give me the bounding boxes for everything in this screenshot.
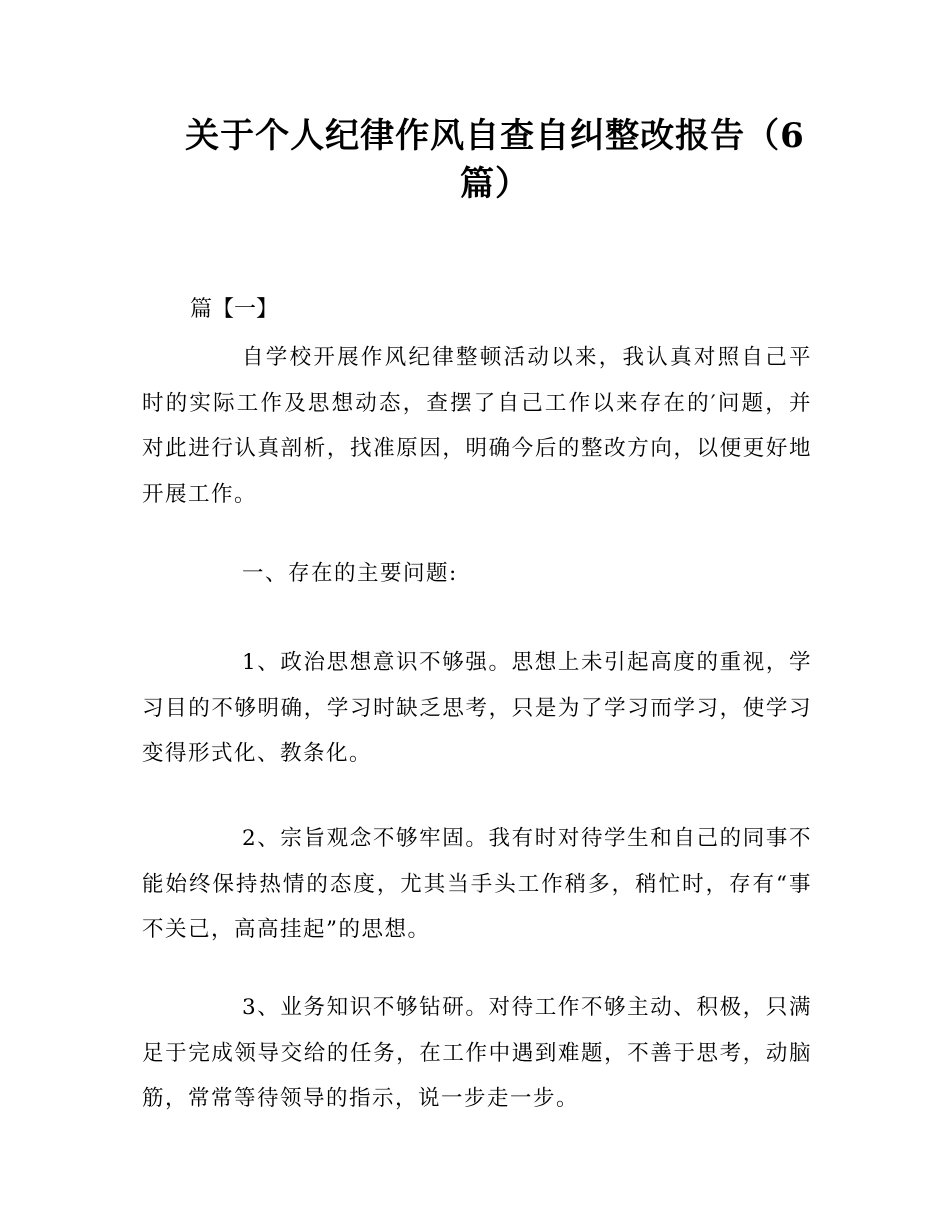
problem-item-1: 1、政治思想意识不够强。思想上未引起高度的重视，学习目的不够明确，学习时缺乏思考，只是为了学习而学习，使学习变得形式化、教条化。 (142, 650, 812, 766)
problem-item-3: 3、业务知识不够钻研。对待工作不够主动、积极，只满足于完成领导交给的任务，在工作中遇到难题，不善于思考，动脑筋，常常等待领导的指示，说一步走一步。 (142, 995, 812, 1111)
document-title: 关于个人纪律作风自查自纠整改报告（6篇） (185, 116, 805, 204)
problem-item-2: 2、宗旨观念不够牢固。我有时对待学生和自己的同事不能始终保持热情的态度，尤其当手头工作稍多，稍忙时，存有“事不关己，高高挂起”的思想。 (142, 826, 812, 942)
section-label: 篇【一】 (190, 297, 279, 322)
intro-paragraph: 自学校开展作风纪律整顿活动以来，我认真对照自己平时的实际工作及思想动态，查摆了自己工作以来存在的′问题，并对此进行认真剖析，找准原因，明确今后的整改方向，以便更好地开展工作。 (142, 345, 812, 507)
problems-heading: 一、存在的主要问题: (242, 561, 458, 586)
